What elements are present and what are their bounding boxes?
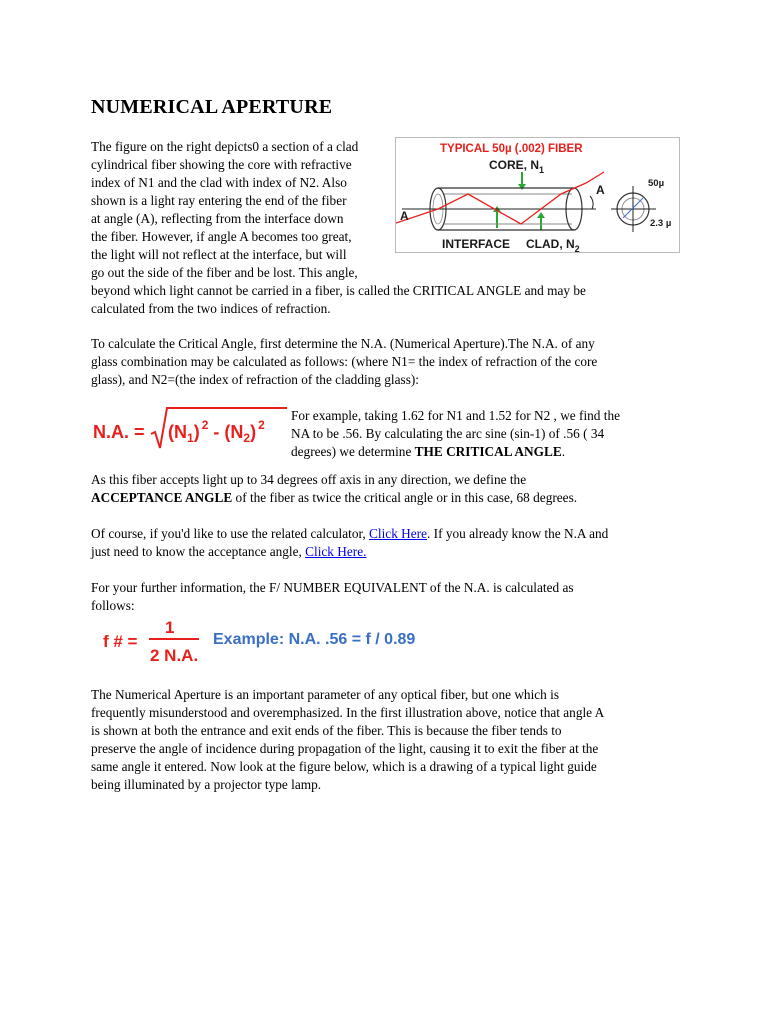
calculator-link[interactable]: Click Here: [369, 526, 428, 541]
clad-label: [526, 237, 580, 252]
example-paragraph: [291, 407, 691, 461]
exit-angle-arc: [590, 196, 593, 209]
closing-line: being illuminated by a projector type lamp.: [91, 777, 322, 792]
acceptance-calculator-link[interactable]: Click Here.: [305, 544, 367, 559]
acceptance-text: of the fiber as twice the critical angle or in this case, 68 degrees.: [232, 490, 578, 505]
fnumber-lhs: f # =: [103, 632, 138, 651]
na-formula: [91, 404, 287, 456]
example-line: For example, taking 1.62 for N1 and 1.52 for N2 , we find the: [291, 408, 621, 423]
calc-line: glass combination may be calculated as follows: (where N1= the index of refraction of the core: [91, 354, 598, 369]
intro-line: calculated from the two indices of refraction.: [91, 301, 331, 316]
acceptance-line: As this fiber accepts light up to 34 degrees off axis in any direction, we define the: [91, 472, 527, 487]
example-period: .: [561, 444, 566, 459]
closing-line: The Numerical Aperture is an important parameter of any optical fiber, but one which is: [91, 687, 560, 702]
n1-open: (N: [168, 422, 187, 442]
closing-line: same angle it entered. Now look at the figure below, which is a drawing of a typical light guide: [91, 759, 597, 774]
closing-line: is shown at both the entrance and exit ends of the fiber. This is because the fiber tends to: [91, 723, 562, 738]
calculator-paragraph: [91, 525, 691, 561]
intro-line: the light will not reflect at the interface, but will: [91, 247, 347, 262]
fnumber-line: For your further information, the F/ NUMBER EQUIVALENT of the N.A. is calculated as: [91, 580, 574, 595]
n2-subscript: 2: [243, 431, 251, 445]
closing-line: preserve the angle of incidence during propagation of the light, causing it to exit the fiber at the: [91, 741, 599, 756]
page-title: NUMERICAL APERTURE: [91, 96, 333, 118]
core-arrow-head: [518, 184, 526, 190]
intro-line: cylindrical fiber showing the core with refractive: [91, 157, 352, 172]
intro-line: beyond which light cannot be carried in a fiber, is called the CRITICAL ANGLE and may be: [91, 283, 586, 298]
intro-line: the fiber. However, if angle A becomes too great,: [91, 229, 352, 244]
fiber-illustration: [395, 137, 680, 253]
intro-line: The figure on the right depicts0 a section of a clad: [91, 139, 359, 154]
intro-paragraph: [91, 138, 391, 282]
na-formula-radicand: [168, 418, 265, 445]
calc-paragraph: [91, 335, 691, 389]
n1-close: ): [193, 422, 200, 442]
fnumber-paragraph: [91, 579, 691, 615]
clad-arrow-head: [537, 212, 545, 218]
fiber-figure-title: TYPICAL 50µ (.002) FIBER: [440, 143, 583, 155]
calculator-line: [91, 543, 691, 561]
fnumber-denominator: 2 N.A.: [150, 646, 199, 665]
closing-line: frequently misunderstood and overemphasized. In the first illustration above, notice that angle A: [91, 705, 605, 720]
core-label: [489, 158, 544, 175]
calculator-line: [91, 525, 691, 543]
closing-paragraph: [91, 686, 701, 794]
example-line: [291, 443, 691, 461]
n1-exponent: 2: [201, 418, 209, 432]
thickness-label: 2.3 µ: [650, 218, 672, 229]
angle-a-left: A: [400, 209, 409, 223]
intro-line: shown is a light ray entering the end of the fiber: [91, 193, 347, 208]
critical-angle-term: THE CRITICAL ANGLE: [414, 444, 562, 459]
fnumber-formula-graphic: [101, 617, 451, 667]
minus-sign: -: [208, 422, 225, 442]
acceptance-angle-term: ACCEPTANCE ANGLE: [91, 490, 233, 505]
intro-line: go out the side of the fiber and be lost. This angle,: [91, 265, 358, 280]
calculator-text-tail: . If you already know the N.A and: [427, 526, 609, 541]
intro-line: at angle (A), reflecting from the interface down: [91, 211, 344, 226]
n2-close: ): [250, 422, 257, 442]
acceptance-calc-text: just need to know the acceptance angle,: [91, 544, 306, 559]
na-formula-graphic: [91, 404, 287, 456]
fnumber-numerator: 1: [165, 618, 175, 637]
intro-line: index of N1 and the clad with index of N2. Also: [91, 175, 347, 190]
n2-exponent: 2: [258, 418, 265, 432]
calc-line: To calculate the Critical Angle, first determine the N.A. (Numerical Aperture).The N.A. of any: [91, 336, 595, 351]
intro-paragraph-continued: [91, 282, 691, 318]
calculator-text: Of course, if you'd like to use the related calculator,: [91, 526, 370, 541]
fnumber-example: Example: N.A. .56 = f / 0.89: [213, 631, 416, 648]
light-ray: [396, 172, 604, 224]
example-text: degrees) we determine: [291, 444, 415, 459]
diameter-label: 50µ: [648, 178, 665, 189]
interface-label: INTERFACE: [442, 237, 511, 251]
core-subscript: 1: [539, 165, 545, 175]
fnumber-formula: [101, 617, 451, 667]
n2-open: (N: [224, 422, 244, 442]
angle-a-right: A: [596, 183, 605, 197]
calc-line: glass), and N2=(the index of refraction of the cladding glass):: [91, 372, 420, 387]
acceptance-line: [91, 489, 691, 507]
n1-subscript: 1: [187, 431, 194, 445]
acceptance-paragraph: [91, 471, 691, 507]
clad-subscript: 2: [574, 244, 580, 252]
example-line: NA to be .56. By calculating the arc sine (sin-1) of .56 ( 34: [291, 426, 605, 441]
clad-label-text: CLAD, N: [526, 237, 575, 251]
na-formula-lhs: N.A. =: [93, 422, 145, 442]
fiber-diagram: [396, 138, 679, 252]
fnumber-line: follows:: [91, 598, 135, 613]
core-label-text: CORE, N: [489, 158, 540, 172]
